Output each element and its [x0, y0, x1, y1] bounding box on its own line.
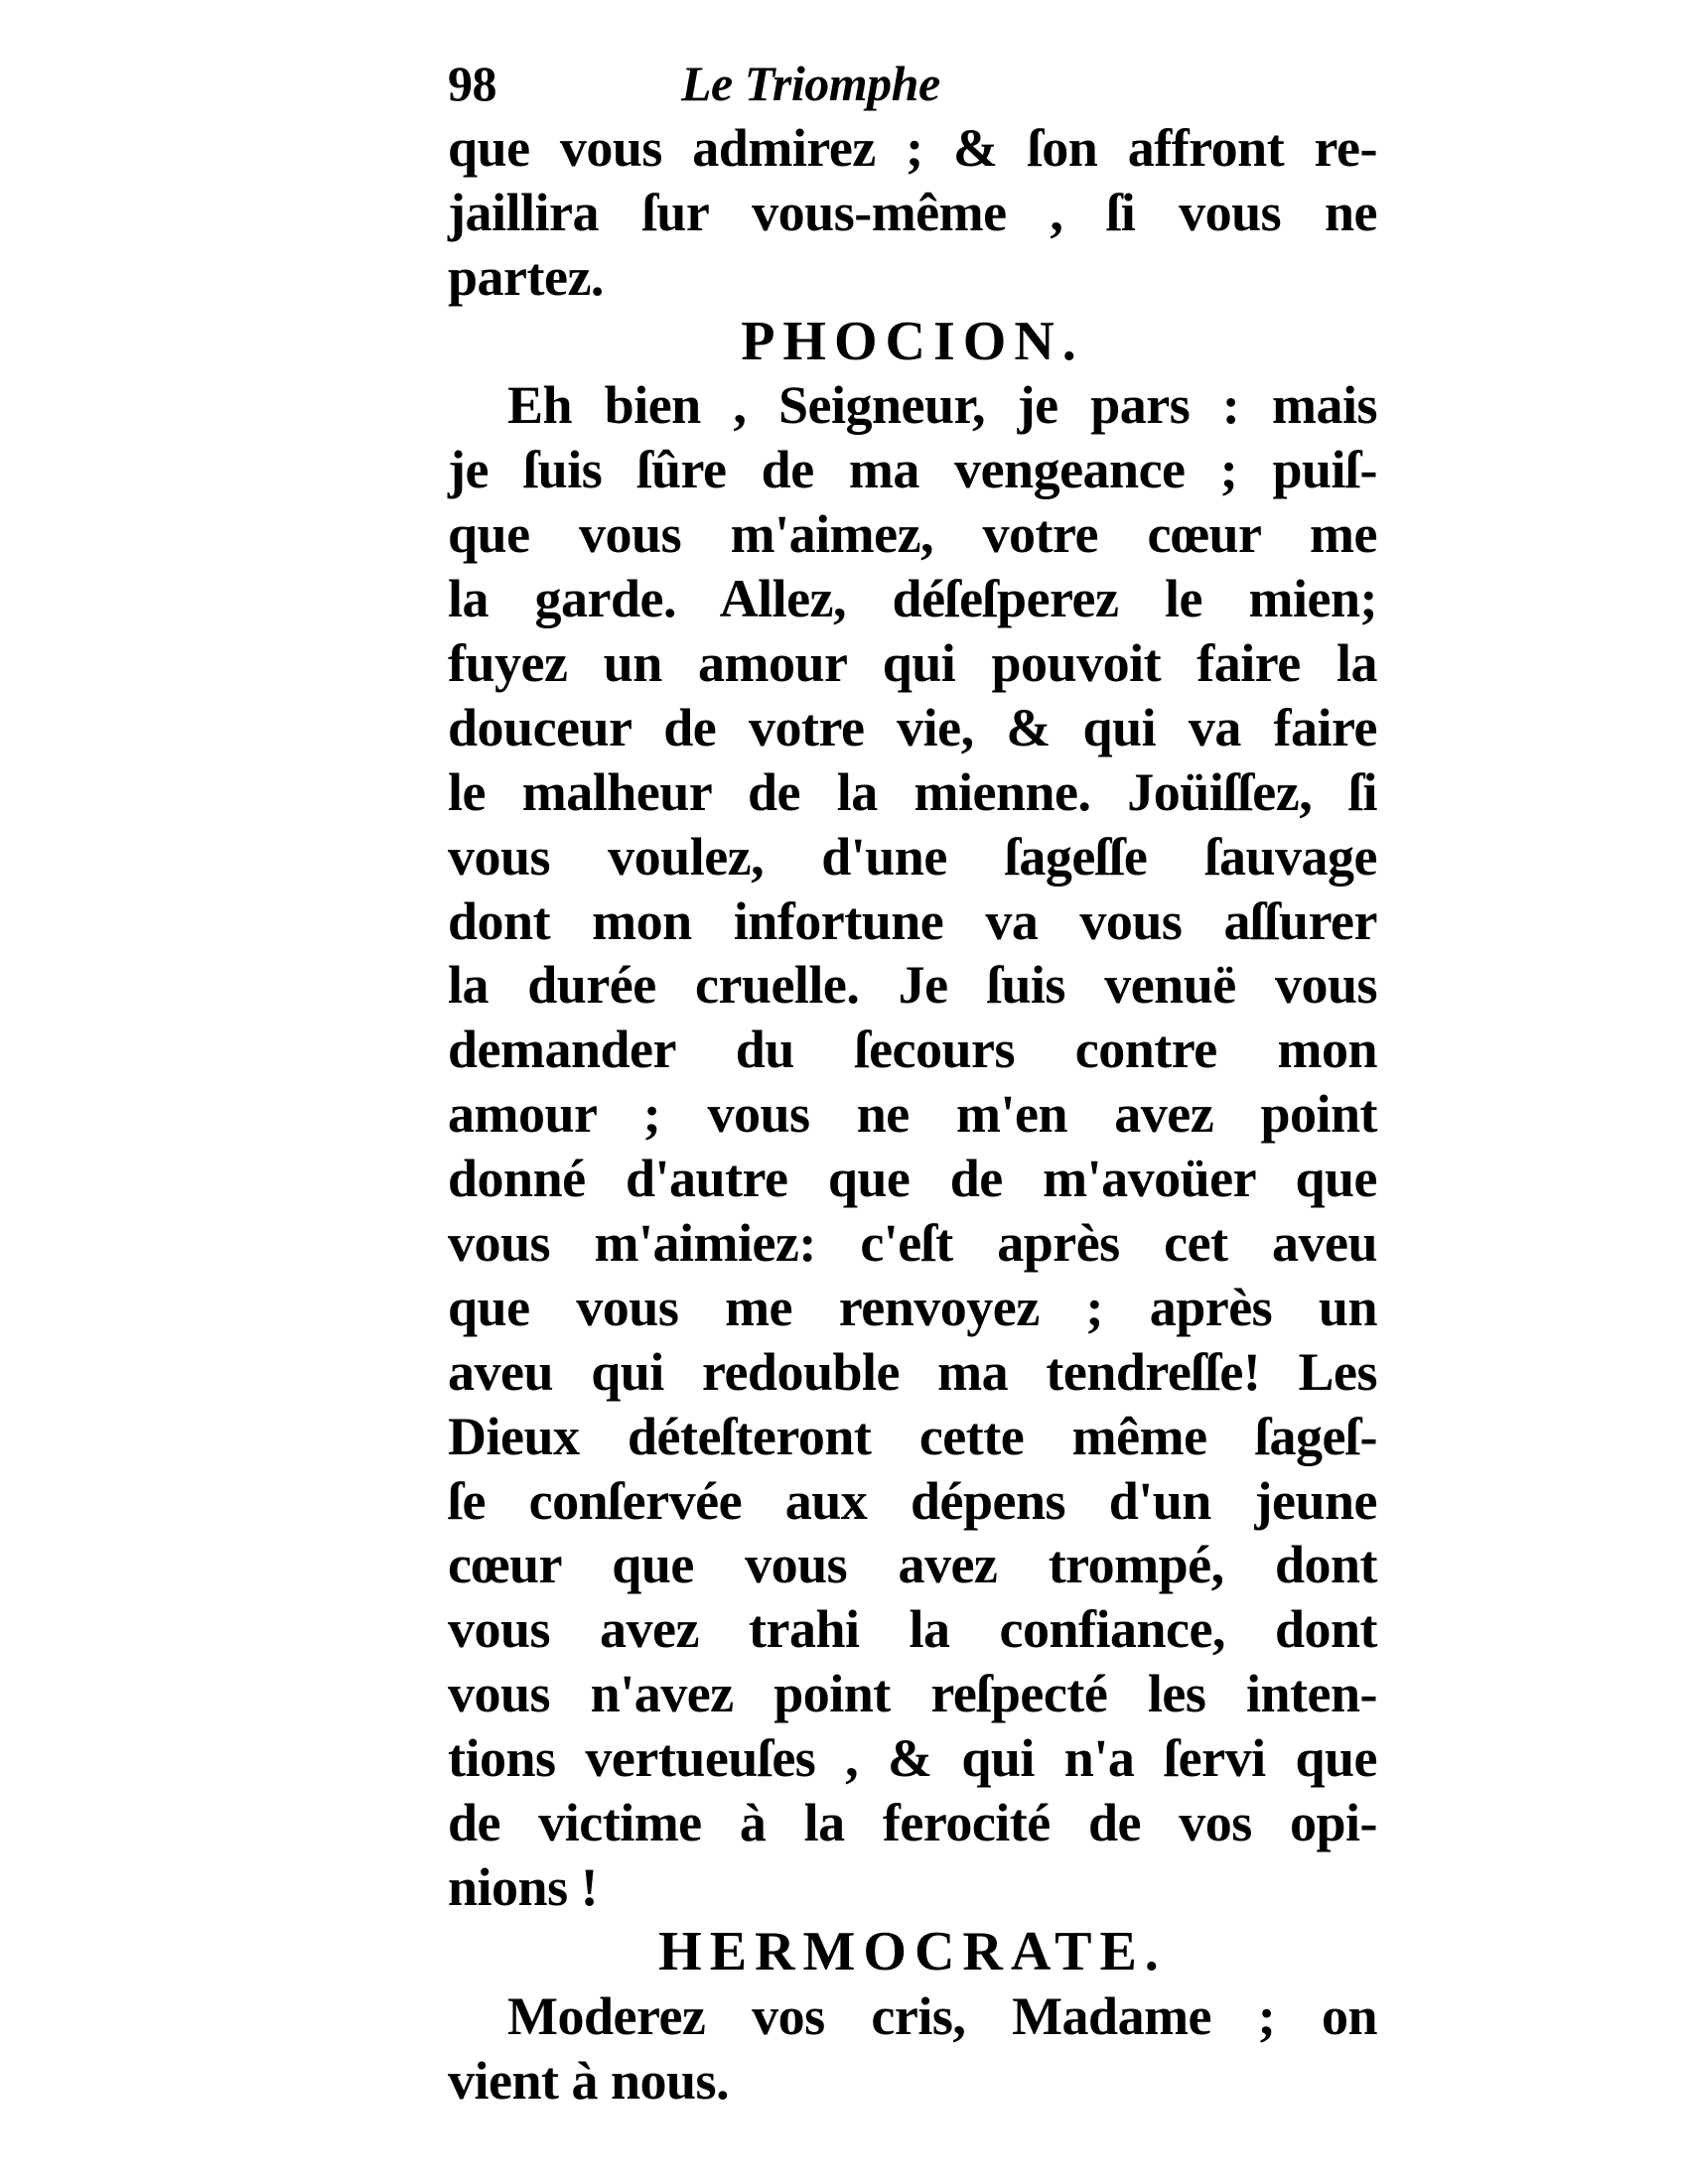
speaker-heading: PHOCION.	[741, 310, 1084, 372]
text-line: tions vertueuſes , & qui n'a ſervi que	[448, 1728, 1377, 1789]
text-line: que vous me renvoyez ; après un	[448, 1277, 1377, 1337]
text-line: partez.	[448, 246, 604, 307]
text-line: vient à nous.	[448, 2050, 730, 2111]
text-line: que vous admirez ; & ſon affront re-	[448, 117, 1377, 178]
text-line: vous m'aimiez: c'eſt après cet aveu	[448, 1213, 1377, 1274]
text-line: cœur que vous avez trompé, dont	[448, 1535, 1377, 1595]
page-number: 98	[448, 56, 496, 111]
text-line: dont mon infortune va vous aſſurer	[448, 890, 1377, 951]
text-line: de victime à la ferocité de vos opi-	[448, 1793, 1377, 1853]
text-line: que vous m'aimez, votre cœur me	[448, 504, 1377, 565]
text-line: le malheur de la mienne. Joüiſſez, ſi	[448, 761, 1377, 822]
text-line: fuyez un amour qui pouvoit faire la	[448, 633, 1377, 694]
text-line: vous avez trahi la confiance, dont	[448, 1599, 1377, 1660]
text-line: donné d'autre que de m'avoüer que	[448, 1149, 1377, 1209]
text-line: demander du ſecours contre mon	[448, 1020, 1377, 1080]
text-line: Dieux déteſteront cette même ſageſ-	[448, 1406, 1377, 1466]
text-line: la durée cruelle. Je ſuis venuë vous	[448, 955, 1377, 1016]
text-line: je ſuis ſûre de ma vengeance ; puiſ-	[448, 440, 1377, 500]
text-line: amour ; vous ne m'en avez point	[448, 1084, 1377, 1145]
page-header	[448, 52, 1377, 116]
page-body	[448, 116, 1377, 2114]
text-line: douceur de votre vie, & qui va faire	[448, 697, 1377, 757]
text-line: jaillira ſur vous-même , ſi vous ne	[448, 182, 1377, 242]
text-line: la garde. Allez, déſeſperez le mien;	[448, 569, 1377, 629]
text-line: ſe conſervée aux dépens d'un jeune	[448, 1470, 1377, 1531]
book-page	[448, 52, 1377, 2114]
text-line: Moderez vos cris, Madame ; on	[507, 1985, 1377, 2046]
text-line: aveu qui redouble ma tendreſſe! Les	[448, 1341, 1377, 1402]
running-title: Le Triomphe	[681, 56, 940, 111]
text-line: vous voulez, d'une ſageſſe ſauvage	[448, 826, 1377, 887]
text-line: Eh bien , Seigneur, je pars : mais	[507, 375, 1377, 436]
text-line: vous n'avez point reſpecté les inten-	[448, 1664, 1377, 1724]
text-line: nions !	[448, 1856, 599, 1917]
speaker-heading: HERMOCRATE.	[658, 1920, 1167, 1982]
